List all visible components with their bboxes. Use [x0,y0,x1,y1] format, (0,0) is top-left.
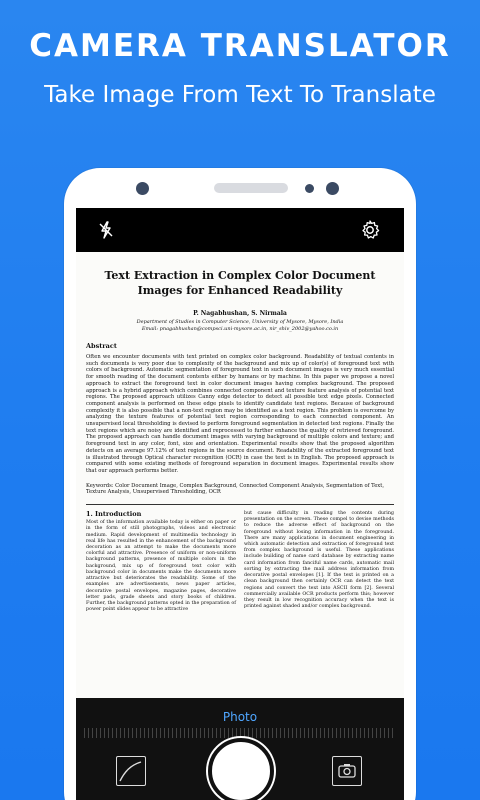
intro-column-left-text: Most of the information available today is either on paper or in the form of still photographs, videos and electronic medium. Rapid development of multimedia technology in real life has resulted in the enhancement of the background decoration as an attempt to make the documents more colorful and attractive. Presence of uniform or non-uniform background patterns, presence of multiple colors in the background, mix up of foreground text color with background color in documents make the documents more attractive but deteriorates the readability. Some of the examples are advertisements, news paper articles, decorative postal envelopes, magazine pages, decorative letter pads, grade sheets and story books of children. Further, the background patterns opted in the preparation of power point slides appear to be attractive [86,520,236,613]
document-affiliation-line-2: Email: pnagabhushan@compsci.uni-mysore.ac.in, nir_shiv_2002@yahoo.co.in [141,326,339,332]
app-headline: CAMERA TRANSLATOR [29,28,451,64]
document-title-line-1: Text Extraction in Complex Color Document [104,269,376,282]
document-title [86,268,394,298]
intro-heading: 1. Introduction [86,510,142,519]
speaker-grille [214,183,288,193]
intro-column-right: but cause difficulty in reading the contents during presentation on the screen. These compel to devise methods to reduce the adverse effect of background on the foreground without losing information in the foreground. There are many applications in document engineering in which automatic detection and extraction of foreground text from complex background is useful. These applications include building of name card database by extracting name card information from fanciful name cards, automatic mail sorting by extracting the mail address information from decorative postal envelopes [1]. If the text is printed on a clean background then certainly OCR can detect the text regions and convert the text into ASCII form [2]. Several commercially available OCR products perform this; however they result in low recognition accuracy when the text is printed against shaded and/or complex background. [244,511,394,610]
intro-columns [86,511,394,613]
camera-preview-document [76,252,404,698]
document-affiliation-line-1: Department of Studies in Computer Science, University of Mysore, Mysore, India [136,319,344,325]
camera-controls [76,698,404,800]
flash-off-icon[interactable] [94,218,118,242]
zoom-ticks[interactable] [84,728,396,738]
proximity-sensor-icon [326,182,339,195]
mode-label-photo[interactable]: Photo [222,710,258,724]
camera-screen [76,208,404,800]
document-authors: P. Nagabhushan, S. Nirmala [193,310,287,317]
document-title-line-2: Images for Enhanced Readability [137,284,343,297]
keywords-text: Keywords: Color Document Image, Complex Background, Connected Component Analysis, Segmentation of Text, Texture Analysis, Unsupervised Thresholding, OCR [86,482,384,496]
settings-gear-icon[interactable] [358,218,382,242]
document-affiliation [86,319,394,333]
shutter-button[interactable] [208,738,274,800]
section-divider [86,504,394,505]
abstract-heading: Abstract [86,342,117,350]
camera-top-bar [76,208,404,252]
abstract-text: Often we encounter documents with text printed on complex color background. Readability of textual contents in such documents is very poor due to complexity of the background and mix up of color(s) of foreground text with colors of background. Automatic segmentation of foreground text in such document images is very much essential for smooth reading of the document contents either by humans or by machine. In this paper we propose a novel approach to extract the foreground text in color document images having complex background. The proposed approach is a hybrid approach which combines connected component and texture feature analysis of potential text regions. The proposed approach utilizes Canny edge detector to detect all possible text edge pixels. Connected component analysis is performed on these edge pixels to identify candidate text regions. Because of background complexity it is also possible that a non-text region may be identified as a text region. This problem is overcome by analyzing the texture features of potential text region corresponding to each connected component. An unsupervised local thresholding is devised to perform foreground segmentation in detected text regions. Finally the text regions which are noisy are identified and reprocessed to further enhance the quality of retrieved foreground. The proposed approach can handle document images with varying background of multiple colors and texture; and foreground text in any color, font, size and orientation. Experimental results show that the proposed algorithm detects on an average 97.12% of text regions in the source document. Readability of the extracted foreground text is illustrated through Optical character recognition (OCR) in case the text is in English. The proposed approach is compared with some existing methods of foreground separation in document images. Experimental results show that our approach performs better. [86,354,394,474]
gallery-icon [117,757,144,784]
gallery-button[interactable] [116,756,146,786]
front-camera-icon [136,182,149,195]
sensor-icon [305,184,314,193]
intro-column-left [86,511,236,613]
switch-camera-button[interactable] [332,756,362,786]
app-subheadline: Take Image From Text To Translate [44,82,436,108]
switch-camera-icon [337,761,357,781]
